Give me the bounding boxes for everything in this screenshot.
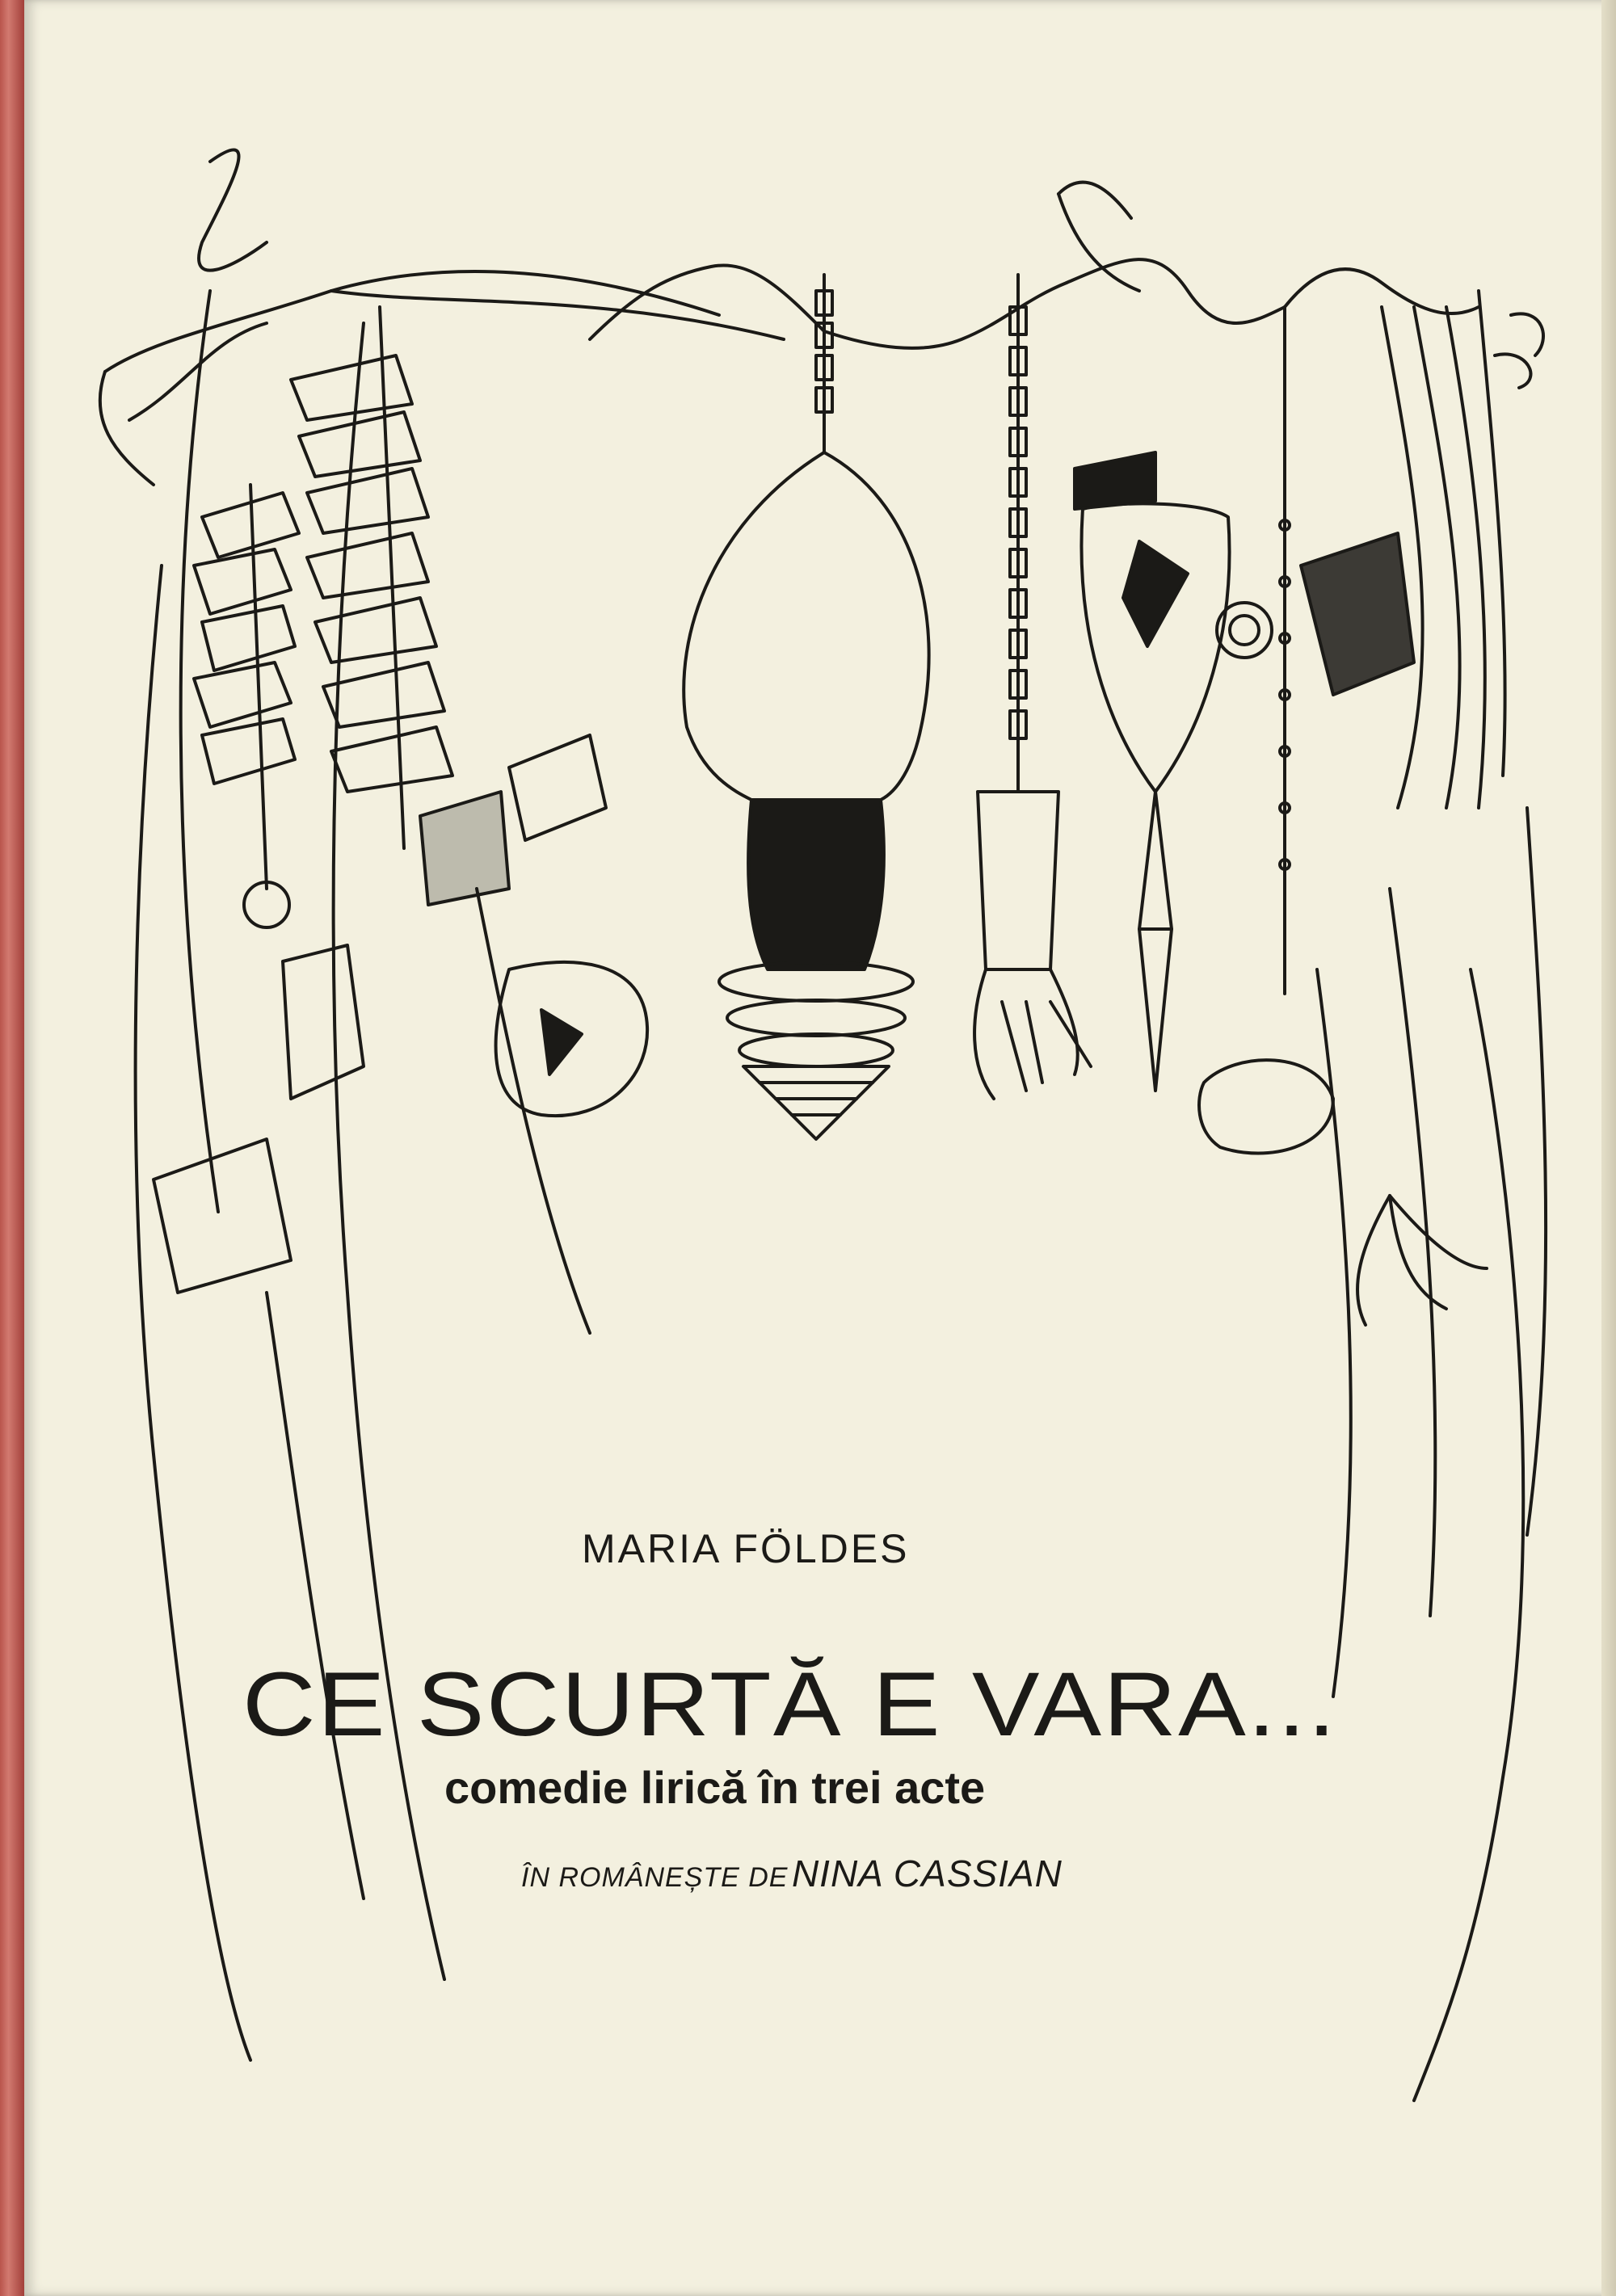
play-subtitle: comedie lirică în trei acte [444,1762,986,1813]
plate-chain-center [291,307,647,1116]
hanging-objects-illustration [24,0,1608,2296]
translator-name: NINA CASSIAN [791,1852,1063,1894]
author-name: MARIA FÖLDES [582,1526,910,1571]
chain-links [816,275,1026,792]
hand-object [974,792,1091,1099]
brush-object [684,452,928,1139]
book-spine [0,0,24,2296]
rope-object [1199,291,1543,1325]
translator-prefix: ÎN ROMÂNEȘTE DE [521,1862,789,1893]
right-frame-lines [1317,808,1546,2100]
pendant-object [1075,452,1272,1091]
play-title: CE SCURTĂ E VARA... [242,1654,1338,1755]
translator-credit [521,1852,1168,1895]
